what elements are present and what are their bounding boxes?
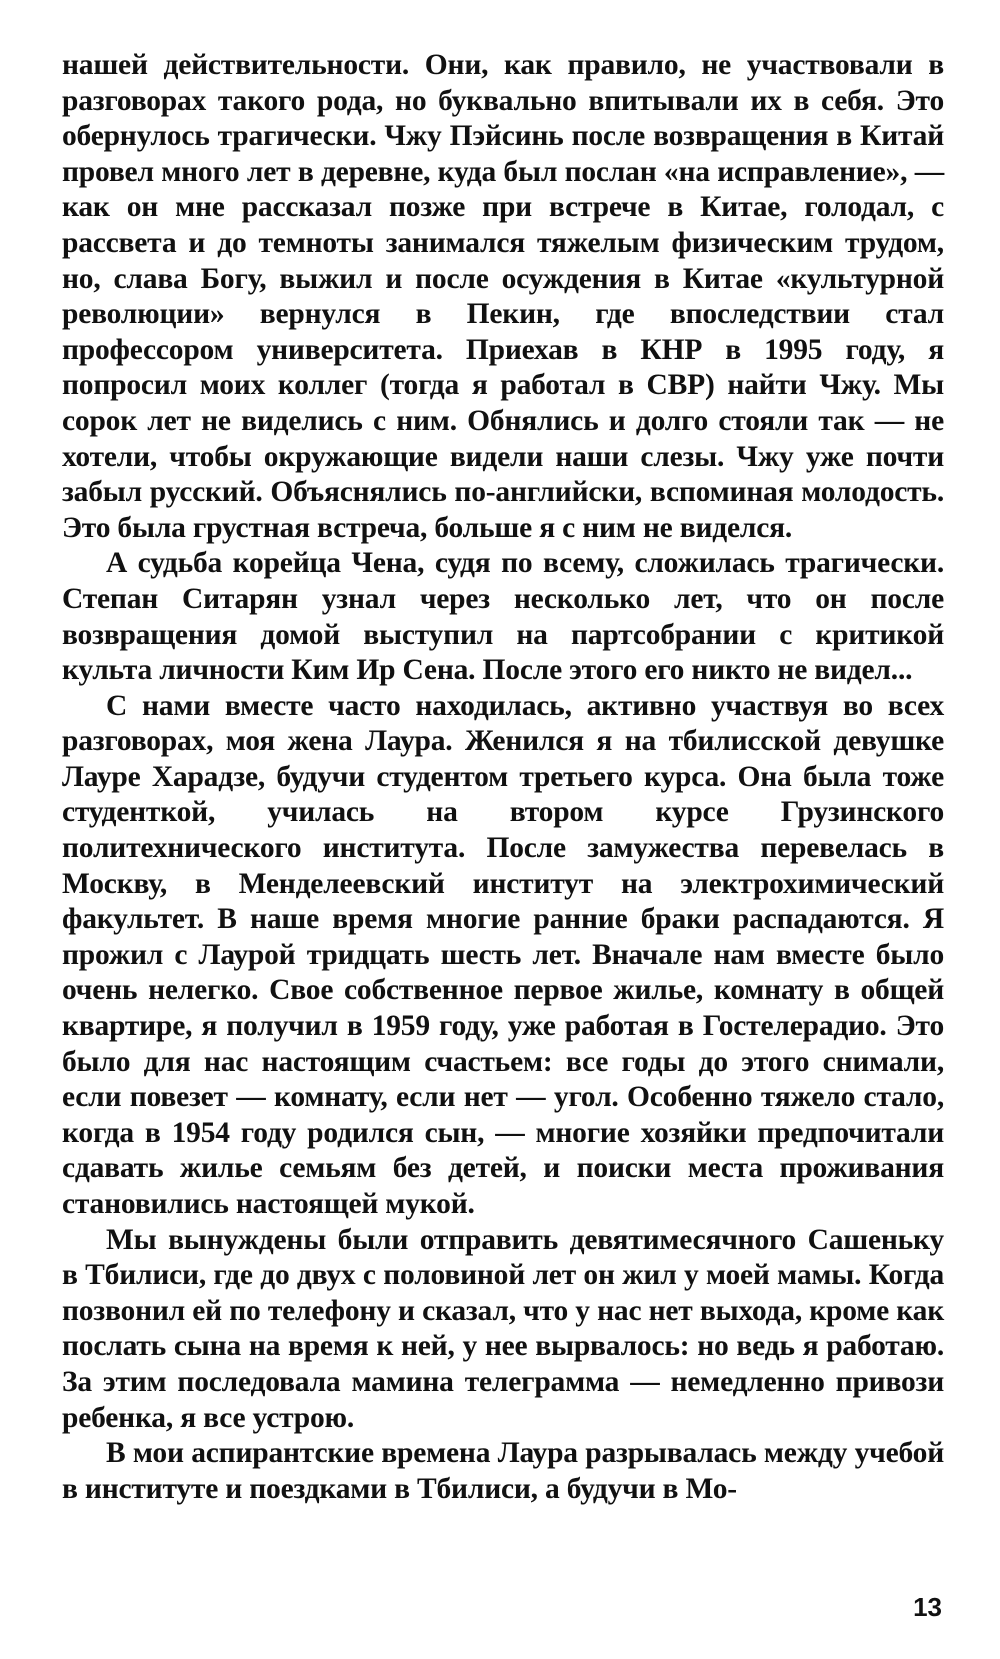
page-text-block [62,48,944,1588]
paragraph-1: нашей действительности. Они, как правило, не участвовали в разговорах такого рода, но буквально впитывали их в себя. Это обернулось трагически. Чжу Пэйсинь после возвращения в Китай провел много лет в деревне, куда был послан «на исправление», — как он мне рассказал позже при встрече в Китае, голодал, с рассвета и до темноты занимался тяжелым физическим трудом, но, слава Богу, выжил и после осуждения в Китае «культурной революции» вернулся в Пекин, где впоследствии стал профессором университета. Приехав в КНР в 1995 году, я попросил моих коллег (тогда я работал в СВР) найти Чжу. Мы сорок лет не виделись с ним. Обнялись и долго стояли так — не хотели, чтобы окружающие видели наши слезы. Чжу уже почти забыл русский. Объяснялись по-английски, вспоминая молодость. Это была грустная встреча, больше я с ним не виделся. [62,49,944,544]
paragraph-2: А судьба корейца Чена, судя по всему, сложилась трагически. Степан Ситарян узнал через несколько лет, что он после возвращения домой выступил на партсобрании с критикой культа личности Ким Ир Сена. После этого его никто не видел... [62,547,944,687]
page-number: 13 [913,1592,942,1622]
paragraph-4: Мы вынуждены были отправить девятимесячного Сашеньку в Тбилиси, где до двух с половиной лет он жил у моей мамы. Когда позвонил ей по телефону и сказал, что у нас нет выхода, кроме как послать сына на время к ней, у нее вырвалось: но ведь я работаю. За этим последовала мамина телеграмма — немедленно привози ребенка, я все устрою. [62,1223,944,1434]
paragraph-3: С нами вместе часто находилась, активно участвуя во всех разговорах, моя жена Лаура. Женился я на тбилисской девушке Лауре Харадзе, будучи студентом третьего курса. Она была тоже студенткой, училась на втором курсе Грузинского политехнического института. После замужества перевелась в Москву, в Менделеевский институт на электрохимический факультет. В наше время многие ранние браки распадаются. Я прожил с Лаурой тридцать шесть лет. Вначале нам вместе было очень нелегко. Свое собственное первое жилье, комнату в общей квартире, я получил в 1959 году, уже работая в Гостелерадио. Это было для нас настоящим счастьем: все годы до этого снимали, если повезет — комнату, если нет — угол. Особенно тяжело стало, когда в 1954 году родился сын, — многие хозяйки предпочитали сдавать жилье семьям без детей, и поиски места проживания становились настоящей мукой. [62,689,944,1220]
paragraph-5: В мои аспирантские времена Лаура разрывалась между учебой в институте и поездками в Тбилиси, а будучи в Мо- [62,1437,944,1505]
